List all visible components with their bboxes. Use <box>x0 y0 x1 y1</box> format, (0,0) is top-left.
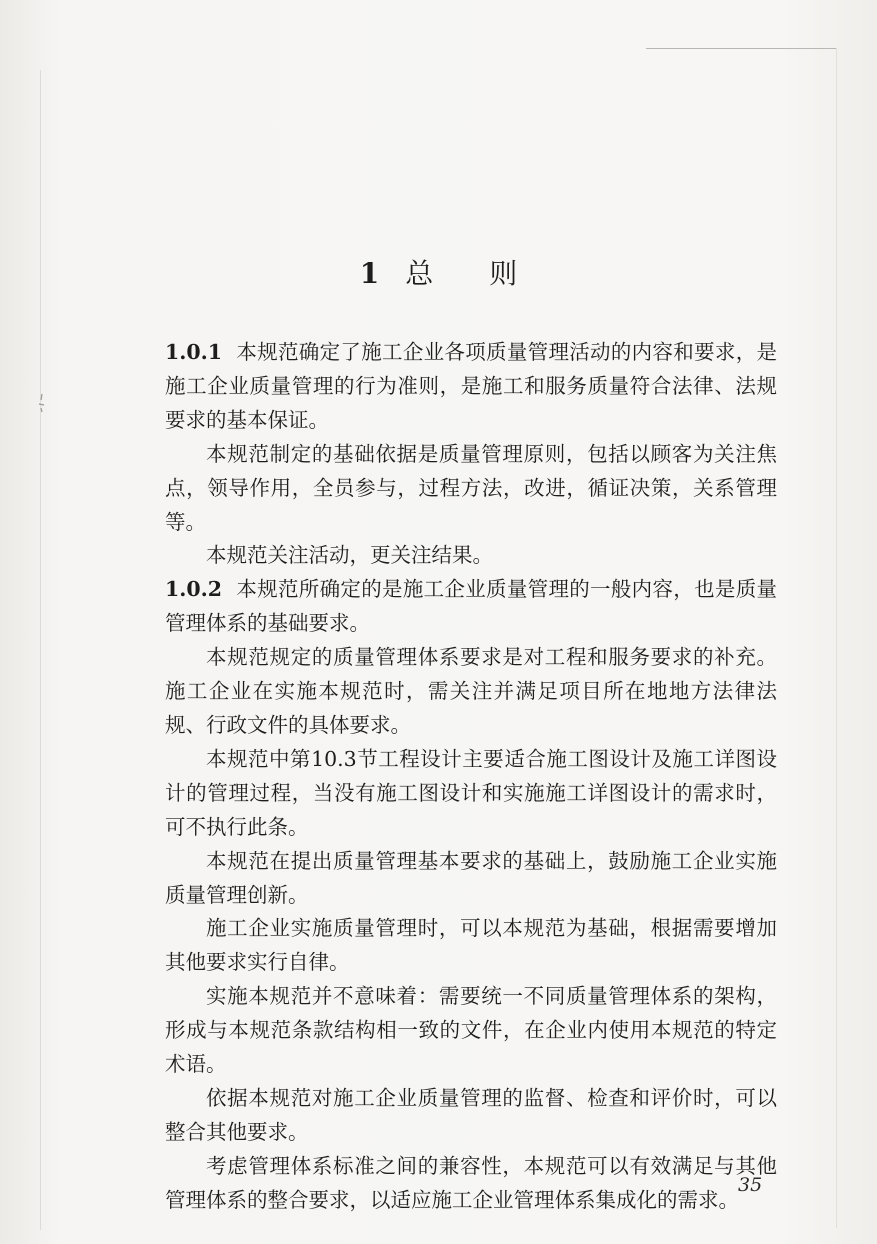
paragraph <box>165 912 777 980</box>
paragraph <box>165 743 777 845</box>
paragraph-text: 本规范关注活动，更关注结果。 <box>206 543 493 568</box>
chapter-title <box>0 252 877 292</box>
paragraph <box>165 438 777 540</box>
chapter-title-char-1: 总 <box>405 257 434 290</box>
paragraph-text: 实施本规范并不意味着：需要统一不同质量管理体系的架构，形成与本规范条款结构相一致的文件，在企业内使用本规范的特定术语。 <box>165 984 777 1077</box>
paragraph <box>165 1150 777 1218</box>
chapter-number: 1 <box>359 257 380 290</box>
margin-mark <box>36 392 46 414</box>
paragraph-text: 本规范所确定的是施工企业质量管理的一般内容，也是质量管理体系的基础要求。 <box>165 577 777 636</box>
page-number: 35 <box>738 1174 763 1196</box>
paragraph-text: 本规范中第10.3节工程设计主要适合施工图设计及施工详图设计的管理过程，当没有施工图设计和实施施工详图设计的需求时，可不执行此条。 <box>165 746 777 839</box>
page-edge-left <box>40 70 41 1230</box>
paragraph-text: 考虑管理体系标准之间的兼容性，本规范可以有效满足与其他管理体系的整合要求，以适应施工企业管理体系集成化的需求。 <box>165 1153 777 1212</box>
paragraph-text: 本规范在提出质量管理基本要求的基础上，鼓励施工企业实施质量管理创新。 <box>165 848 777 907</box>
clause-number: 1.0.2 <box>165 577 223 602</box>
paragraph-1-0-1 <box>165 336 777 438</box>
paragraph <box>165 980 777 1082</box>
paragraph <box>165 539 777 573</box>
paragraph-text: 本规范制定的基础依据是质量管理原则，包括以顾客为关注焦点，领导作用，全员参与，过程方法，改进，循证决策，关系管理等。 <box>165 441 777 534</box>
paragraph-text: 本规范确定了施工企业各项质量管理活动的内容和要求，是施工企业质量管理的行为准则，是施工和服务质量符合法律、法规要求的基本保证。 <box>165 340 777 432</box>
body-text <box>165 336 777 1218</box>
paragraph-text: 本规范规定的质量管理体系要求是对工程和服务要求的补充。施工企业在实施本规范时，需关注并满足项目所在地地方法律法规、行政文件的具体要求。 <box>165 645 777 737</box>
chapter-title-char-2: 则 <box>489 257 518 290</box>
paragraph-1-0-2 <box>165 573 777 641</box>
paragraph <box>165 845 777 913</box>
page-edge-right <box>836 48 837 1228</box>
paragraph <box>165 1082 777 1150</box>
clause-number: 1.0.1 <box>165 340 223 364</box>
paragraph-text: 施工企业实施质量管理时，可以本规范为基础，根据需要增加其他要求实行自律。 <box>165 916 777 975</box>
header-rule <box>646 48 836 49</box>
paragraph <box>165 641 777 743</box>
paragraph-text: 依据本规范对施工企业质量管理的监督、检查和评价时，可以整合其他要求。 <box>165 1085 777 1144</box>
